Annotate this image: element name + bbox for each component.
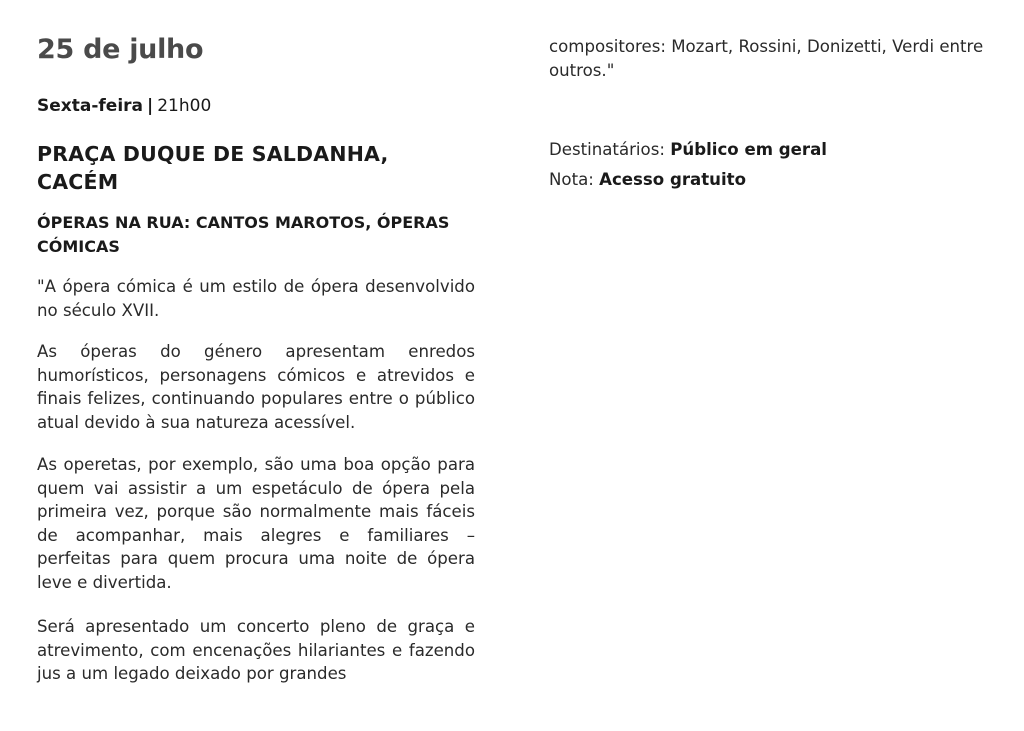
description-paragraph-4: Será apresentado um concerto pleno de graça e atrevimento, com encenações hilariantes e fazendo jus a um legado deixado por grandes xyxy=(37,617,475,683)
audience-label: Destinatários: xyxy=(549,140,665,159)
event-date: 25 de julho xyxy=(37,34,204,65)
note-row xyxy=(549,168,746,192)
event-time: 21h00 xyxy=(157,96,212,116)
event-title: ÓPERAS NA RUA: CANTOS MAROTOS, ÓPERAS CÓMICAS xyxy=(37,213,450,256)
audience-value: Público em geral xyxy=(670,140,827,159)
description-paragraph-2: As óperas do género apresentam enredos humorísticos, personagens cómicos e atrevidos e finais felizes, continuando populares entre o público atual devido à sua natureza acessível. xyxy=(37,342,475,432)
description-paragraph-3: As operetas, por exemplo, são uma boa opção para quem vai assistir a um espetáculo de ópera pela primeira vez, porque são normalmente mais fáceis de acompanhar, mais alegres e familiares – perfeitas para quem procura uma noite de ópera leve e divertida. xyxy=(37,455,475,592)
note-label: Nota: xyxy=(549,170,594,189)
description-paragraph-4-continued: compositores: Mozart, Rossini, Donizetti, Verdi entre outros." xyxy=(549,37,984,80)
day-time-separator: | xyxy=(147,96,154,116)
note-value: Acesso gratuito xyxy=(599,170,747,189)
event-venue: PRAÇA DUQUE DE SALDANHA, CACÉM xyxy=(37,142,389,194)
description-paragraph-1: "A ópera cómica é um estilo de ópera desenvolvido no século XVII. xyxy=(37,277,475,320)
event-weekday: Sexta-feira xyxy=(37,96,144,116)
day-time-line xyxy=(37,95,211,117)
audience-row xyxy=(549,138,827,162)
